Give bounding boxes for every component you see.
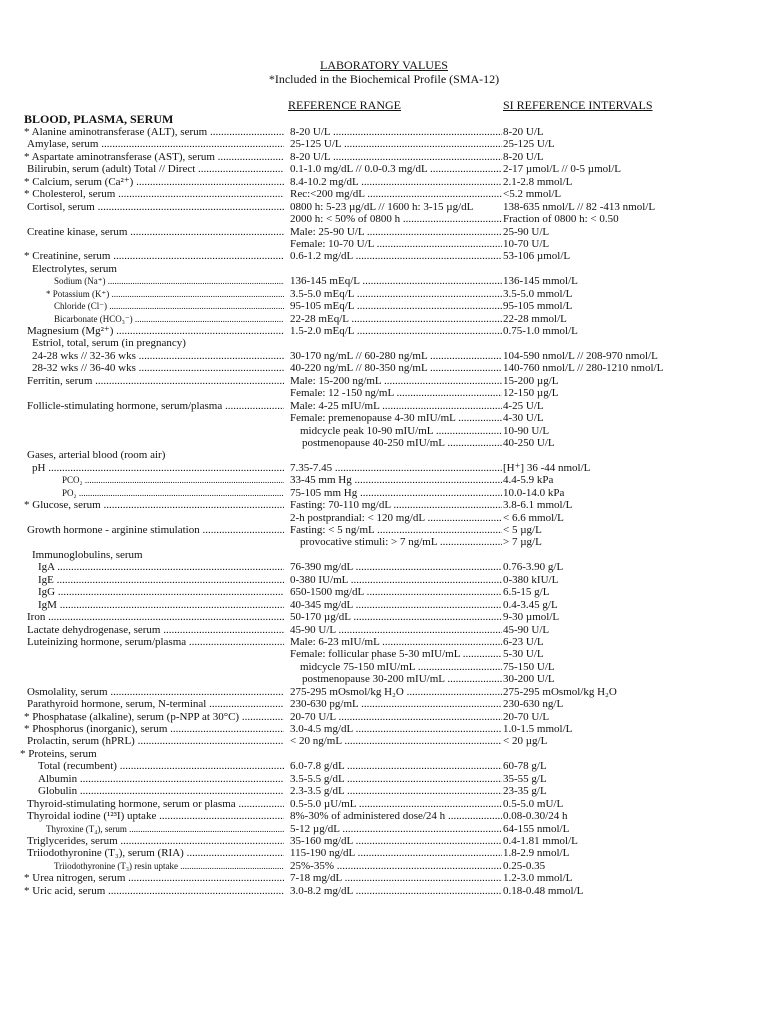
reference-range: 3.0-8.2 mg/dL ..... (290, 885, 502, 897)
test-name: Lactate dehydrogenase, serum ..... (27, 624, 284, 636)
reference-range: Female: premenopause 4-30 mIU/mL ..... (290, 412, 502, 424)
test-name: Parathyroid hormone, serum, N-terminal ..... (27, 698, 284, 710)
si-reference-interval: 10.0-14.0 kPa (503, 486, 565, 499)
reference-range: 8%-30% of administered dose/24 h ..... (290, 810, 502, 822)
table-row (0, 163, 768, 175)
table-row (0, 847, 768, 859)
si-reference-interval: 25-90 U/L (503, 225, 550, 238)
si-reference-interval: 140-760 nmol/L // 280-1210 nmol/L (503, 362, 664, 375)
si-reference-interval: 275-295 mOsmol/kg H₂O (503, 685, 617, 698)
test-name: IgE ..... (38, 574, 284, 586)
test-name: Osmolality, serum ..... (27, 686, 284, 698)
si-reference-interval: 9-30 µmol/L (503, 611, 560, 624)
si-reference-interval: 8-20 U/L (503, 150, 544, 163)
test-name: Sodium (Na⁺) ..... (54, 275, 284, 287)
si-reference-interval: Fraction of 0800 h: < 0.50 (503, 213, 619, 226)
table-row (0, 313, 768, 325)
si-reference-interval: 104-590 nmol/L // 208-970 nmol/L (503, 349, 658, 362)
test-name: 24-28 wks // 32-36 wks ..... (32, 350, 284, 362)
test-name: Thyroidal iodine (¹²³I) uptake ..... (27, 810, 284, 822)
test-name: 28-32 wks // 36-40 wks ..... (32, 362, 284, 374)
test-name: Thyroid-stimulating hormone, serum or plasma ..... (27, 798, 284, 810)
table-row (0, 785, 768, 797)
reference-range: Male: 4-25 mIU/mL ..... (290, 400, 502, 412)
test-name: * Calcium, serum (Ca²⁺) ..... (24, 176, 284, 188)
si-reference-interval: 230-630 ng/L (503, 698, 564, 711)
test-name: Ferritin, serum ..... (27, 375, 284, 387)
si-reference-interval: 40-250 U/L (503, 436, 555, 449)
table-row (0, 549, 768, 561)
si-reference-interval: 5-30 U/L (503, 648, 544, 661)
test-name: Creatine kinase, serum ..... (27, 226, 284, 238)
table-row (0, 412, 768, 424)
test-name: * Cholesterol, serum ..... (24, 188, 284, 200)
table-row (0, 387, 768, 399)
table-row (0, 275, 768, 287)
si-reference-interval: 1.0-1.5 mmol/L (503, 723, 573, 735)
test-name: Electrolytes, serum (32, 262, 117, 275)
test-name: Triiodothyronine (T₃), serum (RIA) ..... (27, 847, 284, 859)
reference-range: postmenopause 30-200 mIU/mL ..... (302, 673, 502, 685)
test-name: Magnesium (Mg²⁺) ..... (27, 325, 284, 337)
si-reference-interval: 1.8-2.9 nmol/L (503, 847, 570, 860)
test-name: * Uric acid, serum ..... (24, 885, 284, 897)
si-reference-interval: < 6.6 mmol/L (503, 511, 564, 524)
si-reference-interval: 95-105 mmol/L (503, 300, 573, 313)
test-name: pH ..... (32, 462, 284, 474)
reference-range: 275-295 mOsmol/kg H₂O ..... (290, 686, 502, 698)
reference-range: 25%-35% ..... (290, 860, 502, 872)
si-reference-interval: 53-106 µmol/L (503, 250, 571, 263)
table-row (0, 798, 768, 810)
table-row (0, 661, 768, 673)
table-row (0, 748, 768, 760)
test-name: * Potassium (K⁺) ..... (46, 288, 284, 300)
reference-range: Male: 15-200 ng/mL ..... (290, 375, 502, 387)
si-reference-interval: 45-90 U/L (503, 623, 550, 636)
table-row (0, 499, 768, 511)
si-reference-interval: [H⁺] 36 -44 nmol/L (503, 461, 591, 474)
table-row (0, 263, 768, 275)
reference-range: 40-345 mg/dL ..... (290, 599, 502, 611)
table-row (0, 860, 768, 872)
si-reference-interval: < 20 µg/L (503, 735, 548, 748)
table-row (0, 524, 768, 536)
reference-range: 0.5-5.0 µU/mL ..... (290, 798, 502, 810)
si-reference-interval: 6-23 U/L (503, 635, 544, 648)
reference-range: 115-190 ng/dL ..... (290, 847, 502, 859)
si-reference-interval: 20-70 U/L (503, 710, 550, 723)
si-reference-interval: 0.75-1.0 mmol/L (503, 325, 578, 337)
table-row (0, 337, 768, 349)
table-row (0, 201, 768, 213)
reference-range: 1.5-2.0 mEq/L ..... (290, 325, 502, 337)
reference-range: 650-1500 mg/dL ..... (290, 586, 502, 598)
si-reference-interval: 15-200 µg/L (503, 374, 559, 387)
si-reference-interval: 64-155 nmol/L (503, 822, 570, 835)
reference-range: 0-380 IU/mL ..... (290, 574, 502, 586)
reference-range: 6.0-7.8 g/dL ..... (290, 760, 502, 772)
reference-range: 75-105 mm Hg ..... (290, 487, 502, 499)
si-reference-interval: 2.1-2.8 mmol/L (503, 175, 573, 188)
table-row (0, 449, 768, 461)
table-row (0, 885, 768, 897)
si-reference-interval: 30-200 U/L (503, 673, 555, 686)
table-row (0, 823, 768, 835)
si-reference-interval: 0.4-1.81 mmol/L (503, 834, 578, 847)
table-row (0, 835, 768, 847)
reference-range: 0800 h: 5-23 µg/dL // 1600 h: 3-15 µg/dL (290, 200, 474, 213)
table-row (0, 773, 768, 785)
test-name: * Phosphorus (inorganic), serum ..... (24, 723, 284, 735)
table-row (0, 238, 768, 250)
test-name: Gases, arterial blood (room air) (27, 449, 166, 462)
table-row (0, 226, 768, 238)
reference-range: 7-18 mg/dL ..... (290, 872, 502, 884)
si-reference-interval: 0.4-3.45 g/L (503, 598, 558, 611)
table-row (0, 126, 768, 138)
reference-range: midcycle peak 10-90 mIU/mL ..... (300, 425, 502, 437)
table-row (0, 375, 768, 387)
table-row (0, 425, 768, 437)
test-name: Growth hormone - arginine stimulation ..... (27, 524, 284, 536)
test-name: Prolactin, serum (hPRL) ..... (27, 735, 284, 747)
si-reference-interval: 23-35 g/L (503, 785, 547, 798)
reference-range: 0.6-1.2 mg/dL ..... (290, 250, 502, 262)
table-row (0, 561, 768, 573)
table-row (0, 760, 768, 772)
test-name: Immunoglobulins, serum (32, 548, 143, 561)
table-row (0, 474, 768, 486)
table-row (0, 487, 768, 499)
reference-range: provocative stimuli: > 7 ng/mL ..... (300, 536, 502, 548)
reference-range: 8-20 U/L ..... (290, 151, 502, 163)
si-reference-interval: 25-125 U/L (503, 138, 555, 151)
reference-range: 76-390 mg/dL ..... (290, 561, 502, 573)
table-row (0, 250, 768, 262)
si-reference-interval: 8-20 U/L (503, 126, 544, 138)
reference-range: Fasting: < 5 ng/mL ..... (290, 524, 502, 536)
si-reference-interval: 6.5-15 g/L (503, 586, 550, 599)
si-reference-interval: 60-78 g/L (503, 760, 547, 773)
reference-range: 2.3-3.5 g/dL ..... (290, 785, 502, 797)
test-name: Triglycerides, serum ..... (27, 835, 284, 847)
reference-range: 95-105 mEq/L ..... (290, 300, 502, 312)
table-row (0, 213, 768, 225)
si-reference-interval: 0.25-0.35 (503, 859, 546, 872)
test-name: Thyroxine (T₄), serum ..... (46, 823, 284, 835)
si-reference-interval: 4-25 U/L (503, 399, 544, 412)
si-reference-interval: 136-145 mmol/L (503, 275, 578, 288)
reference-range: 45-90 U/L ..... (290, 624, 502, 636)
table-row (0, 599, 768, 611)
test-name: Total (recumbent) ..... (38, 760, 284, 772)
test-name: * Phosphatase (alkaline), serum (p-NPP at 30°C) ..... (24, 711, 284, 723)
si-reference-interval: 0.76-3.90 g/L (503, 561, 564, 574)
section-heading: BLOOD, PLASMA, SERUM (24, 112, 174, 126)
si-reference-interval: 4-30 U/L (503, 412, 544, 425)
table-row (0, 735, 768, 747)
si-reference-interval: 10-90 U/L (503, 424, 550, 437)
reference-range: 22-28 mEq/L ..... (290, 313, 502, 325)
test-name: Albumin ..... (38, 773, 284, 785)
table-row (0, 288, 768, 300)
si-reference-interval: 75-150 U/L (503, 660, 555, 673)
test-name: Follicle-stimulating hormone, serum/plasma ..... (27, 400, 284, 412)
reference-range: 30-170 ng/mL // 60-280 ng/mL ..... (290, 350, 502, 362)
table-row (0, 636, 768, 648)
reference-range: < 20 ng/mL ..... (290, 735, 502, 747)
si-reference-interval: 0.5-5.0 mU/L (503, 797, 564, 810)
reference-range: Female: 12 -150 ng/mL ..... (290, 387, 502, 399)
reference-range: midcycle 75-150 mIU/mL ..... (300, 661, 502, 673)
reference-range: 40-220 ng/mL // 80-350 ng/mL ..... (290, 362, 502, 374)
table-row (0, 711, 768, 723)
table-row (0, 872, 768, 884)
table-row (0, 686, 768, 698)
test-name: Chloride (Cl⁻) ..... (54, 300, 284, 312)
test-name: * Aspartate aminotransferase (AST), serum ..... (24, 151, 284, 163)
si-reference-interval: <5.2 mmol/L (503, 188, 562, 201)
table-row (0, 300, 768, 312)
table-row (0, 810, 768, 822)
reference-range: 3.5-5.0 mEq/L ..... (290, 288, 502, 300)
si-reference-interval: 1.2-3.0 mmol/L (503, 872, 573, 885)
reference-range: 50-170 µg/dL ..... (290, 611, 502, 623)
reference-range: 3.0-4.5 mg/dL ..... (290, 723, 502, 735)
reference-range: postmenopause 40-250 mIU/mL ..... (302, 437, 502, 449)
test-name: Amylase, serum ..... (27, 138, 284, 150)
si-reference-interval: 0-380 kIU/L (503, 573, 559, 586)
si-reference-interval: 3.8-6.1 mmol/L (503, 499, 573, 512)
reference-range: 7.35-7.45 ..... (290, 462, 502, 474)
table-row (0, 176, 768, 188)
document-title: LABORATORY VALUES (320, 58, 448, 72)
si-reference-interval: 4.4-5.9 kPa (503, 474, 554, 487)
reference-range: 35-160 mg/dL ..... (290, 835, 502, 847)
table-row (0, 611, 768, 623)
si-reference-interval: 10-70 U/L (503, 237, 550, 250)
test-name: Iron ..... (27, 611, 284, 623)
si-reference-interval: < 5 µg/L (503, 524, 542, 536)
reference-range: 25-125 U/L ..... (290, 138, 502, 150)
test-name: * Creatinine, serum ..... (24, 250, 284, 262)
test-name: Cortisol, serum ..... (27, 201, 284, 213)
reference-range: Rec:<200 mg/dL ..... (290, 188, 502, 200)
table-row (0, 188, 768, 200)
test-name: * Urea nitrogen, serum ..... (24, 872, 284, 884)
reference-range: 33-45 mm Hg ..... (290, 474, 502, 486)
reference-range: 5-12 µg/dL ..... (290, 823, 502, 835)
table-row (0, 673, 768, 685)
table-row (0, 325, 768, 337)
column-header-reference-range: REFERENCE RANGE (288, 98, 402, 112)
si-reference-interval: 0.08-0.30/24 h (503, 810, 568, 823)
si-reference-interval: 3.5-5.0 mmol/L (503, 287, 573, 300)
table-row (0, 624, 768, 636)
table-row (0, 586, 768, 598)
reference-range: Fasting: 70-110 mg/dL ..... (290, 499, 502, 511)
si-reference-interval: 22-28 mmol/L (503, 312, 567, 325)
reference-range: 20-70 U/L ..... (290, 711, 502, 723)
table-row (0, 462, 768, 474)
reference-range: 2000 h: < 50% of 0800 h ..... (290, 213, 502, 225)
table-row (0, 400, 768, 412)
test-name: IgM ..... (38, 599, 284, 611)
test-name: * Alanine aminotransferase (ALT), serum ..... (24, 126, 284, 138)
table-row (0, 151, 768, 163)
test-name: IgA ..... (38, 561, 284, 573)
document-subtitle: *Included in the Biochemical Profile (SMA-12) (268, 72, 500, 86)
test-name: Globulin ..... (38, 785, 284, 797)
reference-range: 230-630 pg/mL ..... (290, 698, 502, 710)
si-reference-interval: 12-150 µg/L (503, 387, 559, 400)
table-row (0, 362, 768, 374)
table-row (0, 437, 768, 449)
test-name: PO₂ ..... (62, 487, 284, 499)
reference-range: 0.1-1.0 mg/dL // 0.0-0.3 mg/dL ..... (290, 163, 502, 175)
table-row (0, 138, 768, 150)
lab-values-table (0, 126, 768, 897)
reference-range: 136-145 mEq/L ..... (290, 275, 502, 287)
si-reference-interval: > 7 µg/L (503, 536, 542, 549)
reference-range: Female: 10-70 U/L ..... (290, 238, 502, 250)
reference-range: 8-20 U/L ..... (290, 126, 502, 138)
reference-range: 8.4-10.2 mg/dL ..... (290, 176, 502, 188)
test-name: Bicarbonate (HCO₃⁻) ..... (54, 313, 284, 325)
table-row (0, 574, 768, 586)
test-name: Estriol, total, serum (in pregnancy) (32, 337, 186, 350)
table-row (0, 723, 768, 735)
si-reference-interval: 35-55 g/L (503, 772, 547, 785)
test-name: Bilirubin, serum (adult) Total // Direct ..... (27, 163, 284, 175)
si-reference-interval: 0.18-0.48 mmol/L (503, 884, 584, 897)
test-name: Luteinizing hormone, serum/plasma ..... (27, 636, 284, 648)
test-name: Triiodothyronine (T₃) resin uptake ..... (54, 860, 284, 872)
table-row (0, 648, 768, 660)
test-name: IgG ..... (38, 586, 284, 598)
reference-range: Male: 6-23 mIU/mL ..... (290, 636, 502, 648)
reference-range: Female: follicular phase 5-30 mIU/mL ..... (290, 648, 502, 660)
reference-range: 2-h postprandial: < 120 mg/dL ..... (290, 512, 502, 524)
table-row (0, 536, 768, 548)
reference-range: 3.5-5.5 g/dL ..... (290, 773, 502, 785)
si-reference-interval: 138-635 nmol/L // 82 -413 nmol/L (503, 200, 656, 213)
column-header-si-intervals: SI REFERENCE INTERVALS (503, 98, 653, 112)
test-name: * Proteins, serum (20, 747, 97, 760)
table-row (0, 698, 768, 710)
table-row (0, 350, 768, 362)
reference-range: Male: 25-90 U/L ..... (290, 226, 502, 238)
si-reference-interval: 2-17 µmol/L // 0-5 µmol/L (503, 163, 621, 176)
table-row (0, 512, 768, 524)
test-name: * Glucose, serum ..... (24, 499, 284, 511)
test-name: PCO₂ ..... (62, 474, 284, 486)
